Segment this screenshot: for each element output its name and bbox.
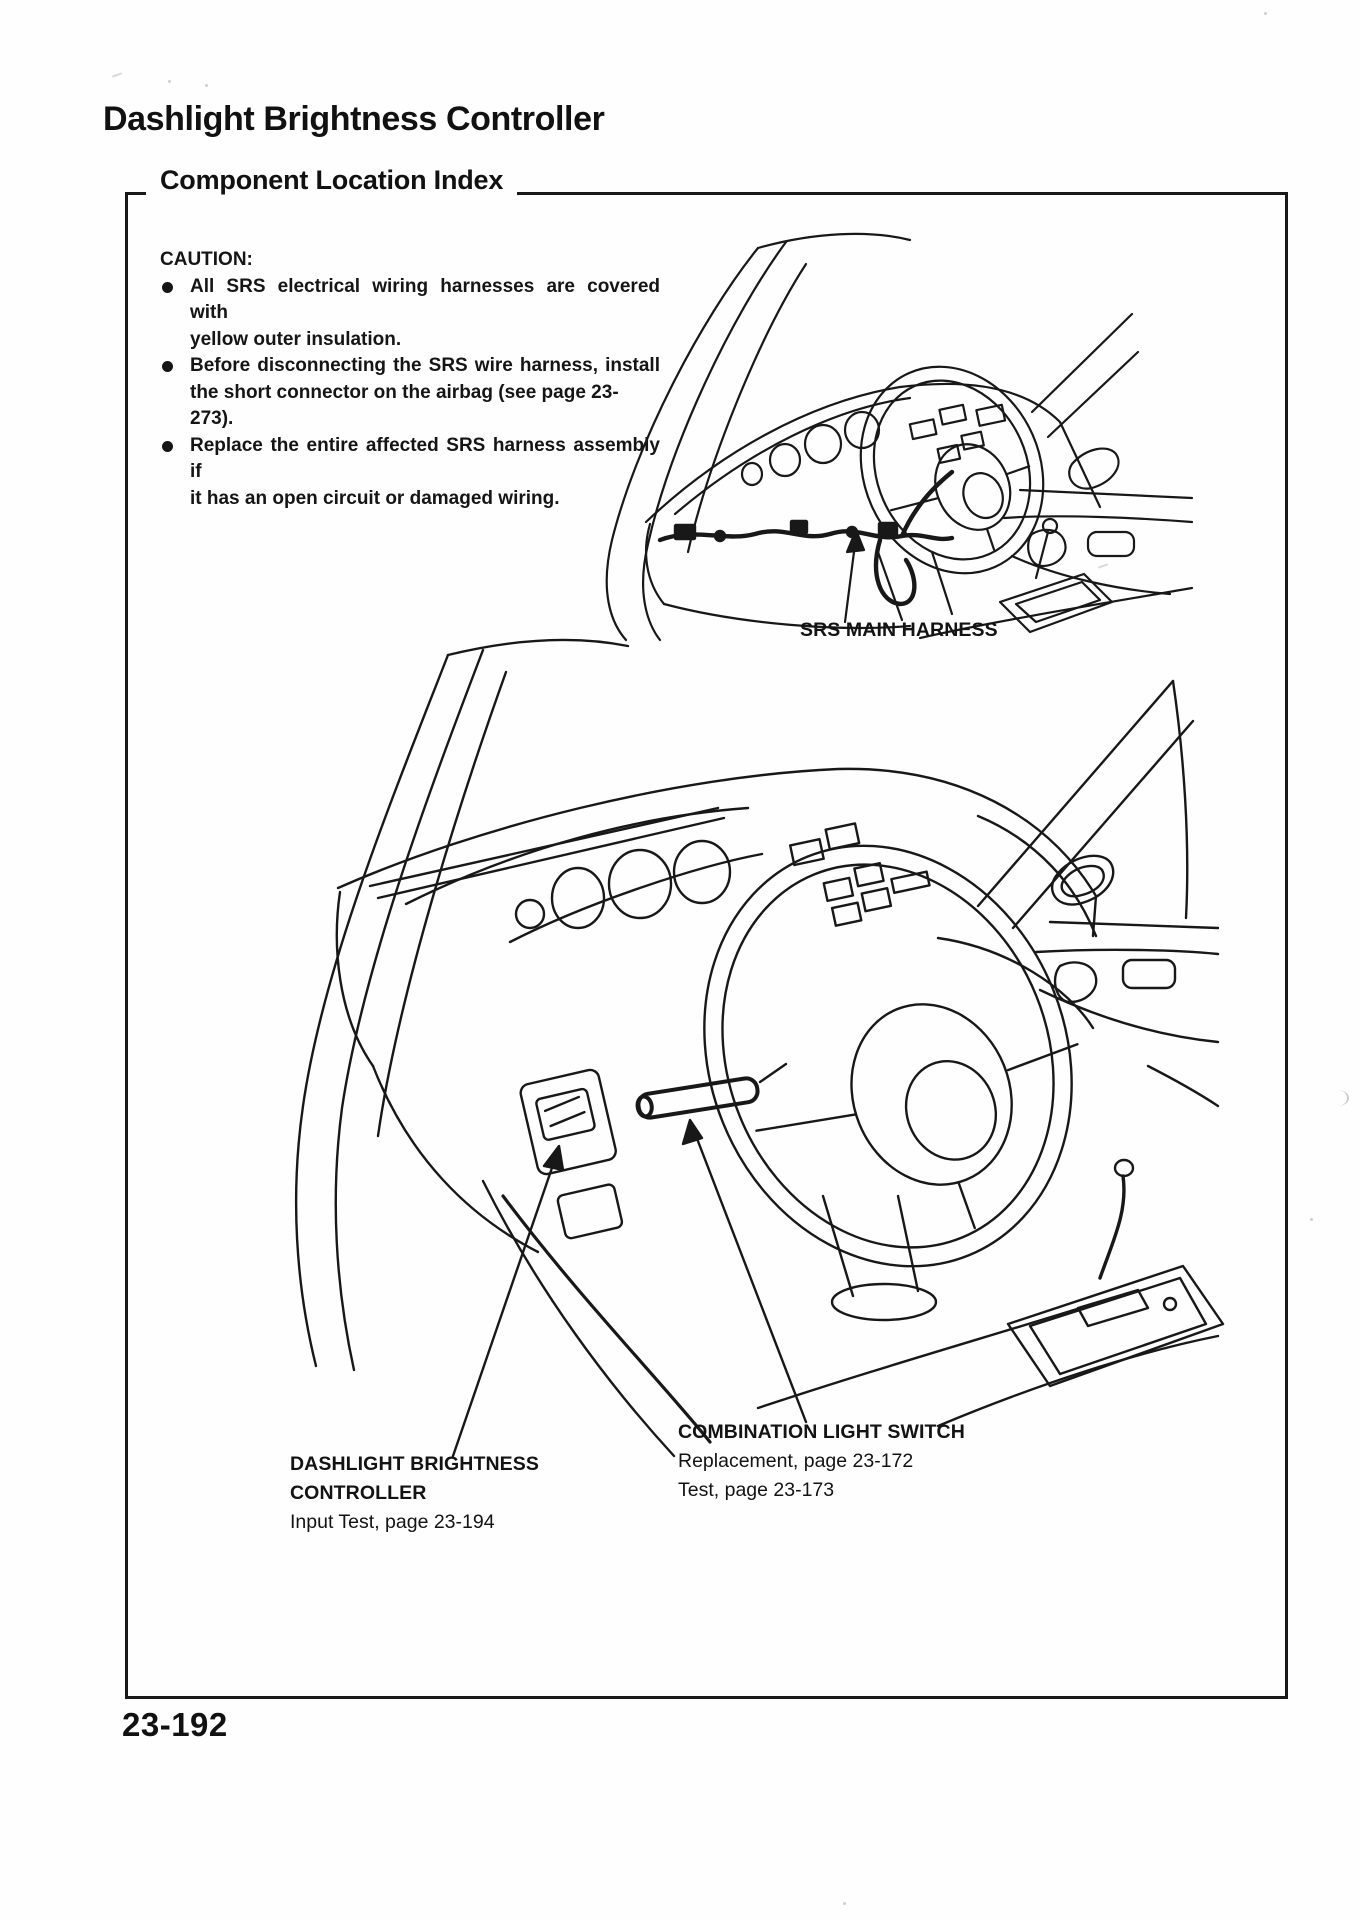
callout-arrow-srs (845, 530, 864, 622)
door-panel (1004, 314, 1192, 594)
page-title: Dashlight Brightness Controller (103, 100, 605, 138)
caution-line: yellow outer insulation. (190, 328, 402, 350)
dashlight-controller-label: DASHLIGHT BRIGHTNESS CONTROLLER Input Test, page 23-194 (290, 1453, 540, 1533)
scan-artifact (112, 72, 122, 77)
a-pillar (607, 234, 910, 640)
scan-artifact (1264, 12, 1267, 15)
srs-main-harness-label: SRS MAIN HARNESS (800, 619, 998, 641)
scan-artifact (168, 80, 171, 83)
caution-line: All SRS electrical wiring harnesses are covered with (190, 275, 660, 323)
gear-shifter (758, 1160, 1223, 1426)
dashboard (337, 769, 1096, 1456)
page-number: 23-192 (122, 1706, 228, 1743)
caution-line: Replace the entire affected SRS harness assembly if (190, 434, 660, 482)
bullet-icon (162, 361, 173, 372)
bullet-icon (162, 441, 173, 452)
callout-arrow-dashlight (453, 1146, 563, 1456)
scan-artifact (205, 84, 208, 87)
caution-heading: CAUTION: (160, 249, 253, 270)
caution-line: it has an open circuit or damaged wiring. (190, 487, 560, 509)
door-panel (978, 681, 1218, 1106)
section-title: Component Location Index (146, 165, 517, 196)
scan-artifact (843, 1902, 846, 1905)
scan-artifact (1338, 1090, 1349, 1106)
caution-line: Before disconnecting the SRS wire harness, install (190, 355, 660, 376)
figure-srs-harness-illustration (580, 222, 1192, 642)
combination-light-switch-label: COMBINATION LIGHT SWITCH Replacement, page 23-172 Test, page 23-173 (678, 1421, 965, 1501)
caution-line: the short connector on the airbag (see page 23-273). (190, 381, 619, 429)
figure-dashlight-controller-illustration (278, 636, 1218, 1470)
combination-light-switch (636, 1064, 786, 1119)
bullet-icon (162, 282, 173, 293)
scan-artifact (1310, 1218, 1313, 1221)
